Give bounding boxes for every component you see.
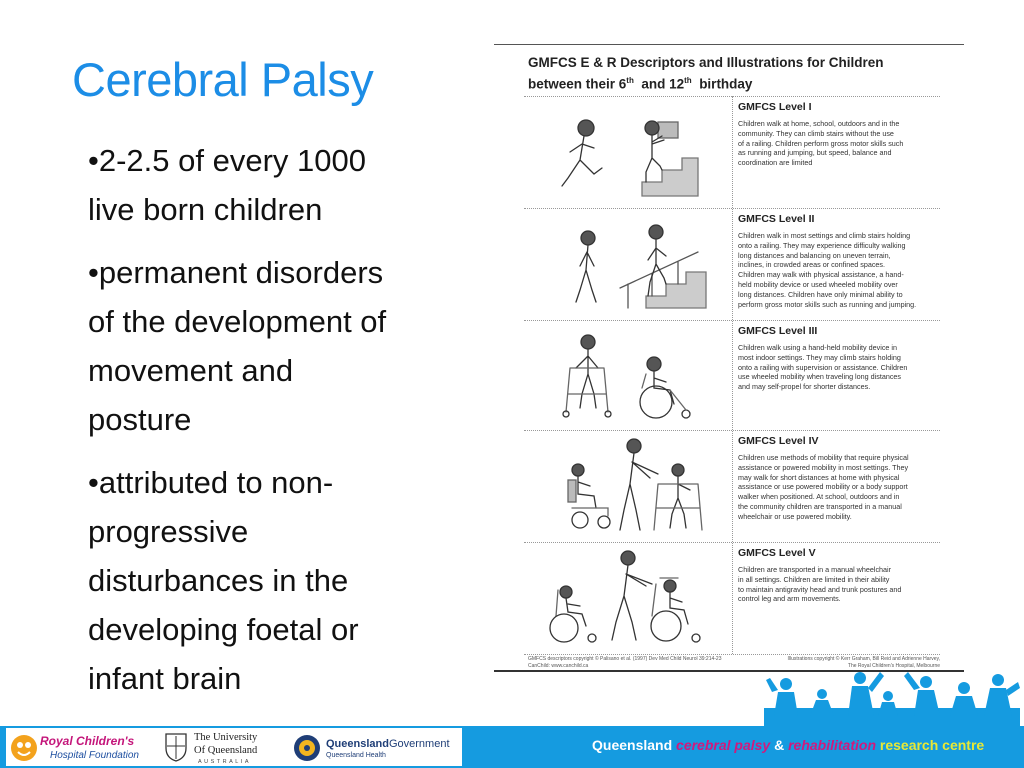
title-part: and 12: [633, 76, 685, 92]
centre-name-part: Queensland: [592, 737, 677, 753]
desc-line: onto a railing with supervision or assistance. Children: [738, 362, 908, 372]
footnote-line: Illustrations copyright © Kerr Graham, Bill Reid and Adrienne Harvey,: [787, 656, 940, 662]
level-4-descriptor: [738, 435, 938, 522]
level-description: [738, 453, 938, 522]
column-separator: [732, 96, 733, 654]
desc-line: long distances. Children have only minimal ability to: [738, 289, 903, 299]
bullet-line: disturbances in the: [88, 563, 349, 598]
figure-title: [528, 54, 884, 94]
queensland-health-name: Queensland Health: [326, 752, 386, 759]
bullet-line: •2-2.5 of every 1000: [88, 143, 366, 178]
bullet-line: live born children: [88, 192, 323, 227]
desc-line: most indoor settings. They may climb stairs holding: [738, 352, 901, 362]
queensland-government-name: [326, 738, 450, 750]
level-title: GMFCS Level V: [738, 547, 816, 559]
queensland-crest-icon: [292, 733, 322, 763]
desc-line: to maintain antigravity head and trunk postures and: [738, 584, 902, 594]
bullet-item: [88, 458, 488, 703]
desc-line: the community children are transported in a manual: [738, 501, 902, 511]
desc-line: Children are transported in a manual wheelchair: [738, 565, 892, 574]
desc-line: and may self-propel for shorter distances.: [738, 382, 871, 392]
desc-line: Children walk at home, school, outdoors and in the: [738, 119, 900, 128]
uq-name-line-1: The University: [194, 732, 258, 743]
uq-country: AUSTRALIA: [198, 759, 252, 765]
rch-subtitle: Hospital Foundation: [50, 750, 139, 761]
level-title: GMFCS Level IV: [738, 435, 819, 447]
title-superscript: th: [684, 76, 692, 85]
level-description: [738, 119, 938, 168]
slide-title: Cerebral Palsy: [72, 53, 374, 106]
uq-crest-icon: [164, 732, 188, 762]
queensland-government-logo: [292, 732, 460, 764]
desc-line: as running and jumping, but speed, balance and: [738, 148, 892, 158]
level-description: [738, 565, 938, 604]
centre-name-part: rehabilitation: [788, 737, 876, 753]
title-part: between their 6: [528, 76, 627, 92]
title-part: birthday: [691, 76, 753, 92]
bullet-line: movement and: [88, 353, 294, 388]
level-2-illustration: [528, 212, 728, 316]
level-title: GMFCS Level III: [738, 325, 818, 337]
centre-name-part: &: [770, 737, 789, 753]
level-2-descriptor: [738, 213, 938, 309]
level-title: GMFCS Level II: [738, 213, 815, 225]
level-3-descriptor: [738, 325, 938, 392]
desc-line: assistance or use powered mobility or a body support: [738, 482, 908, 492]
desc-line: may walk for short distances at home with physical: [738, 472, 900, 482]
level-1-descriptor: [738, 101, 938, 168]
bullet-line: developing foetal or: [88, 612, 359, 647]
desc-line: Children walk in most settings and climb stairs holding: [738, 231, 911, 240]
footnote-line: The Royal Children's Hospital, Melbourne: [847, 662, 940, 669]
centre-name-part: research centre: [876, 737, 985, 753]
bullet-list: [88, 136, 488, 717]
desc-line: onto a railing. They may experience difficulty walking: [738, 240, 906, 250]
rch-name: Royal Children's: [40, 734, 135, 748]
level-3-illustration: [528, 324, 728, 428]
level-5-illustration: [528, 546, 728, 650]
bullet-line: posture: [88, 402, 192, 437]
desc-line: long distances and balancing on uneven terrain,: [738, 250, 891, 260]
desc-line: community. They can climb stairs without the use: [738, 128, 894, 138]
royal-childrens-hospital-foundation-logo: [10, 732, 148, 764]
desc-line: inclines, in crowded areas or confined spaces.: [738, 260, 886, 270]
level-description: [738, 231, 938, 309]
bullet-line: progressive: [88, 514, 249, 549]
uq-name-line-2: Of Queensland: [194, 745, 258, 756]
qg-rest: Government: [388, 738, 450, 750]
desc-line: control leg and arm movements.: [738, 594, 841, 604]
qg-bold: Queensland: [326, 738, 389, 750]
bullet-line: of the development of: [88, 304, 387, 339]
rch-emblem-icon: [10, 733, 38, 763]
footnote-line: GMFCS descriptors copyright © Palisano et al. (1997) Dev Med Child Neurol 39:214-23: [528, 656, 722, 662]
title-superscript: th: [626, 76, 634, 85]
bullet-item: [88, 136, 488, 234]
desc-line: use wheeled mobility when traveling long distances: [738, 372, 902, 382]
level-description: [738, 343, 938, 392]
desc-line: in all settings. Children are limited in their ability: [738, 574, 890, 584]
desc-line: Children may walk with physical assistance, a hand-: [738, 270, 904, 280]
gmfcs-figure: [494, 44, 964, 672]
bullet-item: [88, 248, 488, 444]
university-of-queensland-logo: [164, 730, 290, 766]
bullet-line: •attributed to non-: [88, 465, 334, 500]
centre-name-part: cerebral palsy: [676, 737, 771, 753]
desc-line: assistance or powered mobility in most settings. They: [738, 462, 909, 472]
partner-logos: [6, 728, 462, 766]
desc-line: perform gross motor skills such as running and jumping.: [738, 299, 917, 309]
figure-footnote-left: [528, 656, 738, 669]
figure-top-rule: [494, 44, 964, 45]
figure-title-line-2: [528, 72, 884, 94]
desc-line: Children walk using a hand-held mobility device in: [738, 343, 898, 352]
desc-line: Children use methods of mobility that require physical: [738, 453, 909, 462]
bullet-line: •permanent disorders: [88, 255, 384, 290]
level-4-illustration: [528, 434, 728, 538]
family-silhouettes-graphic: [764, 668, 1020, 728]
desc-line: held mobility device or used wheeled mobility over: [738, 279, 898, 289]
desc-line: of a railing. Children perform gross motor skills such: [738, 138, 904, 148]
level-5-descriptor: [738, 547, 938, 604]
research-centre-name: [592, 737, 984, 753]
footnote-line: CanChild: www.canchild.ca: [528, 662, 589, 669]
desc-line: walker when positioned. At school, outdoors and in: [738, 492, 900, 502]
level-1-illustration: [528, 100, 728, 204]
desc-line: coordination are limited: [738, 158, 813, 168]
level-title: GMFCS Level I: [738, 101, 812, 113]
figure-title-line-1: GMFCS E & R Descriptors and Illustrations for Children: [528, 55, 884, 70]
desc-line: wheelchair or use powered mobility.: [738, 511, 852, 521]
row-separator: [524, 654, 940, 655]
bullet-line: infant brain: [88, 661, 242, 696]
